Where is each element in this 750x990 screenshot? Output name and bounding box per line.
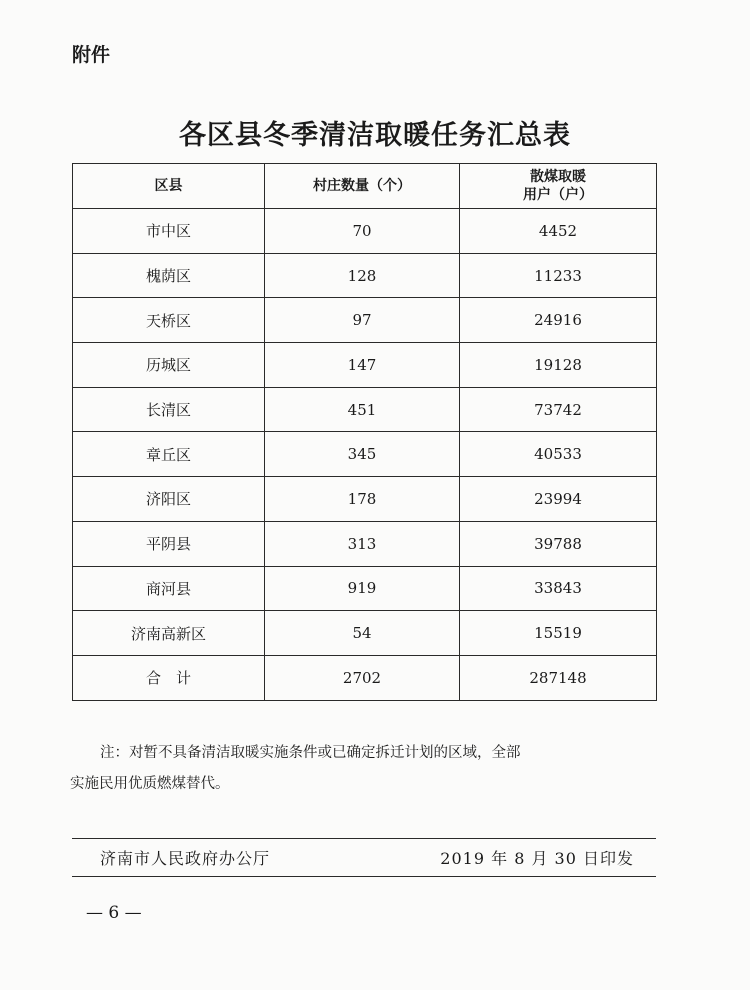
village-count-cell: 313 [265, 521, 460, 566]
district-cell: 天桥区 [73, 298, 265, 343]
district-cell: 历城区 [73, 343, 265, 388]
table-row [73, 611, 657, 656]
table-row [73, 253, 657, 298]
district-cell: 平阴县 [73, 521, 265, 566]
village-count-cell: 97 [265, 298, 460, 343]
header-coal-households: 散煤取暖 用户（户） [460, 164, 657, 209]
attachment-label: 附件 [72, 44, 111, 66]
households-cell: 19128 [460, 343, 657, 388]
table-row [73, 521, 657, 566]
page-title: 各区县冬季清洁取暖任务汇总表 [179, 120, 571, 151]
table-row [73, 566, 657, 611]
district-cell: 济阳区 [73, 477, 265, 522]
households-cell: 4452 [460, 209, 657, 254]
households-cell: 23994 [460, 477, 657, 522]
issue-date: 2019 年 8 月 30 日印发 [440, 849, 634, 868]
village-count-cell: 54 [265, 611, 460, 656]
village-count-cell: 147 [265, 343, 460, 388]
households-cell: 11233 [460, 253, 657, 298]
village-count-cell: 178 [265, 477, 460, 522]
village-count-cell: 70 [265, 209, 460, 254]
footnote-line-1: 注：对暂不具备清洁取暖实施条件或已确定拆迁计划的区域，全部 [100, 745, 521, 761]
page-number: — 6 — [86, 903, 142, 923]
district-cell: 槐荫区 [73, 253, 265, 298]
district-cell: 商河县 [73, 566, 265, 611]
footer-bottom-rule [72, 876, 656, 877]
table-row [73, 387, 657, 432]
households-cell: 33843 [460, 566, 657, 611]
header-district: 区县 [73, 164, 265, 209]
total-row [73, 655, 657, 700]
village-count-cell: 128 [265, 253, 460, 298]
table-row [73, 343, 657, 388]
table-row [73, 298, 657, 343]
households-cell: 73742 [460, 387, 657, 432]
footnote [70, 738, 658, 800]
district-cell: 市中区 [73, 209, 265, 254]
footer-top-rule [72, 838, 656, 839]
table-header-row [73, 164, 657, 209]
table-row [73, 432, 657, 477]
total-label-cell: 合 计 [73, 655, 265, 700]
households-cell: 24916 [460, 298, 657, 343]
households-cell: 39788 [460, 521, 657, 566]
total-village-count-cell: 2702 [265, 655, 460, 700]
table-row [73, 477, 657, 522]
households-cell: 15519 [460, 611, 657, 656]
district-cell: 章丘区 [73, 432, 265, 477]
district-cell: 济南高新区 [73, 611, 265, 656]
village-count-cell: 919 [265, 566, 460, 611]
district-cell: 长清区 [73, 387, 265, 432]
footnote-line-2: 实施民用优质燃煤替代。 [70, 776, 230, 792]
village-count-cell: 345 [265, 432, 460, 477]
issuing-office: 济南市人民政府办公厅 [100, 849, 271, 868]
table-row [73, 209, 657, 254]
households-cell: 40533 [460, 432, 657, 477]
total-households-cell: 287148 [460, 655, 657, 700]
village-count-cell: 451 [265, 387, 460, 432]
summary-table [72, 163, 657, 701]
header-village-count: 村庄数量（个） [265, 164, 460, 209]
